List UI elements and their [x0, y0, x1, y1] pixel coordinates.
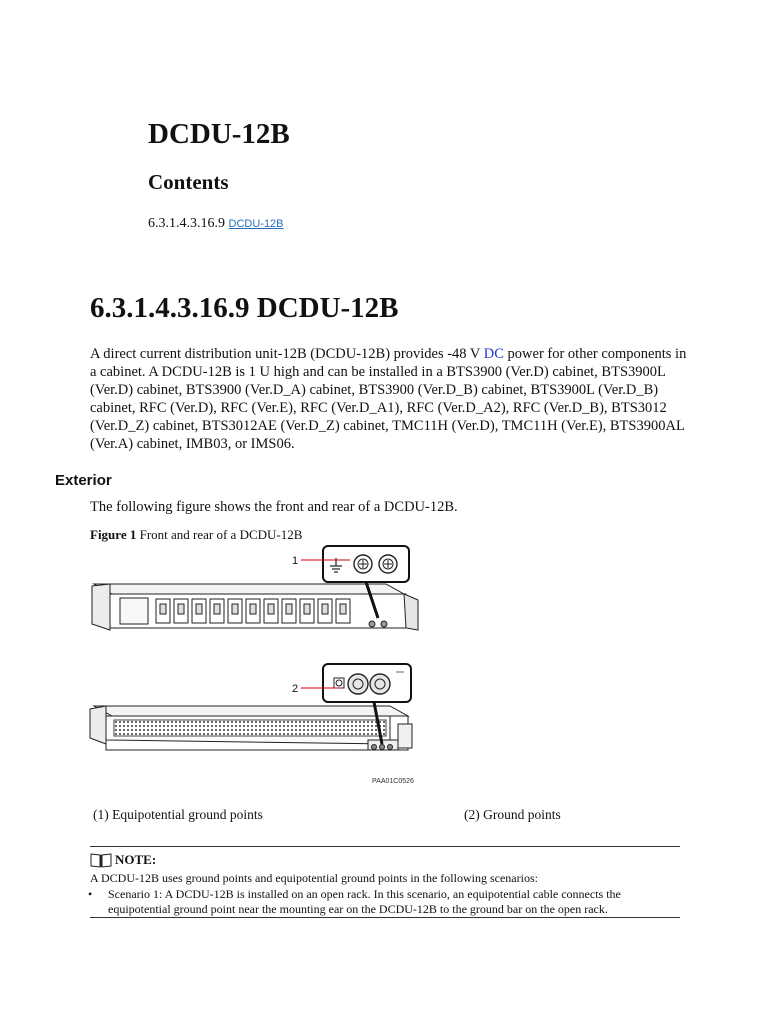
figure-id: PAA01C0526: [372, 778, 414, 785]
note-bullet-text: Scenario 1: A DCDU-12B is installed on an open rack. In this scenario, an equipotential cable connects the equipotential ground point near the mounting ear on the DCDU-12B to the ground bar on the open rack.: [108, 887, 621, 916]
bullet-dot-icon: •: [88, 887, 93, 901]
exterior-heading: Exterior: [55, 472, 112, 489]
note-heading: [90, 852, 156, 868]
figure-intro-text: The following figure shows the front and rear of a DCDU-12B.: [90, 499, 458, 515]
note-bullet-item: [90, 887, 680, 917]
callout-1-label: 1: [292, 555, 299, 567]
note-box: [90, 846, 680, 918]
dcdu-figure: [86, 544, 426, 788]
intro-text-start: A direct current distribution unit-12B (DCDU-12B) provides -48 V: [90, 346, 484, 362]
figure-caption-text: Front and rear of a DCDU-12B: [136, 527, 303, 542]
figure-caption: [90, 527, 302, 543]
toc-link[interactable]: DCDU-12B: [228, 218, 284, 230]
toc-entry: [148, 216, 284, 232]
dc-term-link[interactable]: DC: [483, 346, 504, 362]
note-body: A DCDU-12B uses ground points and equipotential ground points in the following scenarios:: [90, 871, 538, 885]
legend-item-2: (2) Ground points: [464, 807, 561, 822]
legend-item-1: (1) Equipotential ground points: [93, 807, 263, 822]
book-icon: [90, 852, 112, 868]
intro-paragraph: [90, 345, 688, 453]
section-title: 6.3.1.4.3.16.9 DCDU-12B: [90, 292, 399, 324]
contents-heading: Contents: [148, 170, 229, 194]
toc-number: 6.3.1.4.3.16.9: [148, 216, 225, 231]
rear-view-illustration: [90, 706, 412, 750]
intro-text-end: power for other components in a cabinet. A DCDU-12B is 1 U high and can be installed in a BTS3900 (Ver.D) cabinet, BTS3900L (Ver.D) cabinet, BTS3900 (Ver.D_A) cabinet, BTS3900 (Ver.D_B) cabinet, BTS3900L (Ver.D_B) cabinet, RFC (Ver.D), RFC (Ver.E), RFC (Ver.D_A1), RFC (Ver.D_A2), RFC (Ver.D_B), BTS3012 (Ver.D_Z) cabinet, BTS3012AE (Ver.D_Z) cabinet, TMC11H (Ver.D), TMC11H (Ver.E), BTS3900AL (Ver.A) cabinet, IMB03, or IMS06.: [90, 346, 687, 452]
figure-label: Figure 1: [90, 527, 137, 542]
document-title: DCDU-12B: [148, 118, 290, 150]
callout-2-label: 2: [292, 683, 299, 695]
note-label: NOTE:: [115, 852, 157, 867]
